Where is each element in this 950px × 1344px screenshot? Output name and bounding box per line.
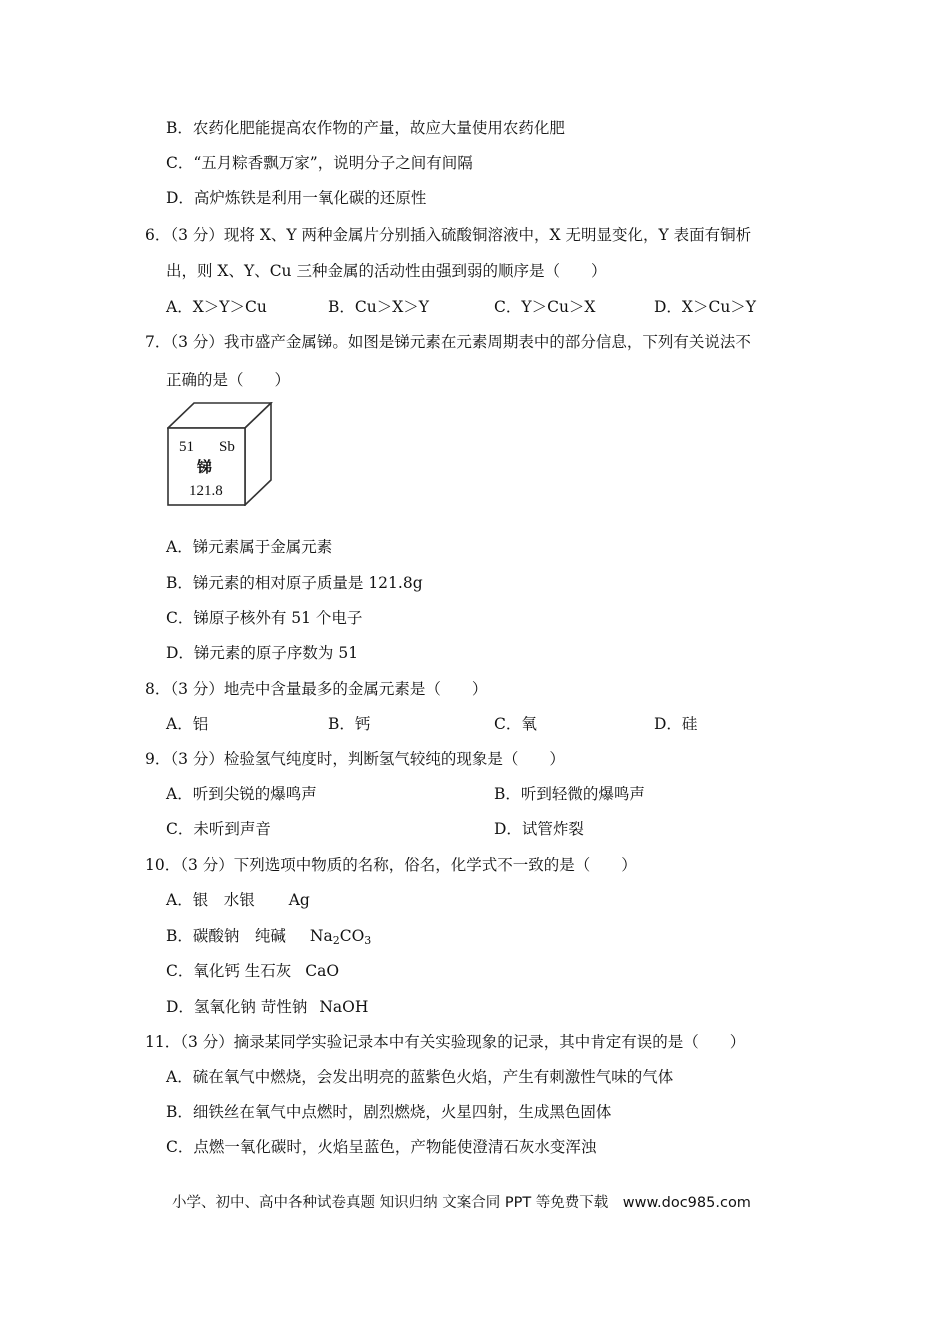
q6-option-c: C．Y＞Cu＞X bbox=[494, 298, 596, 316]
q6-option-a: A．X＞Y＞Cu bbox=[166, 298, 267, 316]
q10-stem: 10．（3 分）下列选项中物质的名称，俗名，化学式不一致的是（ ） bbox=[145, 856, 637, 874]
element-symbol: Sb bbox=[219, 439, 235, 455]
q10-option-c-formula: CaO bbox=[305, 962, 340, 980]
q10-option-d bbox=[166, 997, 368, 1017]
q11-option-a: A．硫在氧气中燃烧，会发出明亮的蓝紫色火焰，产生有刺激性气味的气体 bbox=[166, 1068, 674, 1086]
q8-option-a: A．铝 bbox=[166, 715, 209, 733]
q10-option-d-label: D．氢氧化钠 苛性钠 bbox=[166, 998, 308, 1016]
page-footer: 小学、初中、高中各种试卷真题 知识归纳 文案合同 PPT 等免费下载 www.doc985.com bbox=[172, 1195, 751, 1211]
q7-option-d: D．锑元素的原子序数为 51 bbox=[166, 644, 359, 662]
q7-stem-line1: 7．（3 分）我市盛产金属锑。如图是锑元素在元素周期表中的部分信息，下列有关说法不 bbox=[145, 333, 751, 351]
q9-option-d: D．试管炸裂 bbox=[494, 820, 584, 838]
q7-stem-line2: 正确的是（ ） bbox=[166, 371, 291, 389]
q8-stem: 8．（3 分）地壳中含量最多的金属元素是（ ） bbox=[145, 680, 488, 698]
q10-option-a-label: A．银 水银 bbox=[166, 891, 255, 909]
q9-stem: 9．（3 分）检验氢气纯度时，判断氢气较纯的现象是（ ） bbox=[145, 750, 565, 768]
q8-option-b: B．钙 bbox=[328, 715, 371, 733]
q7-option-a: A．锑元素属于金属元素 bbox=[166, 538, 333, 556]
q5-option-c: C．“五月粽香飘万家”，说明分子之间有间隔 bbox=[166, 154, 473, 172]
q6-option-b: B．Cu＞X＞Y bbox=[328, 298, 429, 316]
q10-option-a-formula: Ag bbox=[288, 891, 310, 909]
q10-option-b bbox=[166, 926, 371, 951]
q5-option-d: D．高炉炼铁是利用一氧化碳的还原性 bbox=[166, 189, 427, 207]
q9-option-a: A．听到尖锐的爆鸣声 bbox=[166, 785, 317, 803]
q8-option-d: D．硅 bbox=[654, 715, 698, 733]
q11-stem: 11．（3 分）摘录某同学实验记录本中有关实验现象的记录，其中肯定有误的是（ ） bbox=[145, 1033, 746, 1051]
q10-option-c bbox=[166, 961, 339, 981]
q10-option-d-formula: NaOH bbox=[319, 998, 369, 1016]
q9-option-b: B．听到轻微的爆鸣声 bbox=[494, 785, 645, 803]
q5-option-b: B．农药化肥能提高农作物的产量，故应大量使用农药化肥 bbox=[166, 119, 565, 137]
q11-option-c: C．点燃一氧化碳时，火焰呈蓝色，产物能使澄清石灰水变浑浊 bbox=[166, 1138, 597, 1156]
q10-option-a bbox=[166, 890, 310, 910]
q9-option-c: C．未听到声音 bbox=[166, 820, 271, 838]
q6-option-d: D．X＞Cu＞Y bbox=[654, 298, 757, 316]
element-tile-figure bbox=[167, 402, 273, 506]
q6-stem-line2: 出，则 X、Y、Cu 三种金属的活动性由强到弱的顺序是（ ） bbox=[166, 262, 607, 280]
q10-option-b-label: B．碳酸钠 纯碱 bbox=[166, 927, 286, 945]
q10-option-c-label: C．氧化钙 生石灰 bbox=[166, 962, 292, 980]
q7-option-b: B．锑元素的相对原子质量是 121.8g bbox=[166, 574, 423, 592]
q10-option-b-formula: $Na_2CO_3$ bbox=[309, 927, 372, 947]
element-mass: 121.8 bbox=[189, 483, 223, 499]
q7-option-c: C．锑原子核外有 51 个电子 bbox=[166, 609, 363, 627]
element-number: 51 bbox=[179, 439, 194, 455]
element-tile-box bbox=[167, 402, 273, 506]
element-name: 锑 bbox=[197, 458, 213, 476]
q11-option-b: B．细铁丝在氧气中点燃时，剧烈燃烧，火星四射，生成黑色固体 bbox=[166, 1103, 612, 1121]
q8-option-c: C．氧 bbox=[494, 715, 537, 733]
q6-stem-line1: 6．（3 分）现将 X、Y 两种金属片分别插入硫酸铜溶液中，X 无明显变化，Y 表面有铜析 bbox=[145, 226, 752, 244]
